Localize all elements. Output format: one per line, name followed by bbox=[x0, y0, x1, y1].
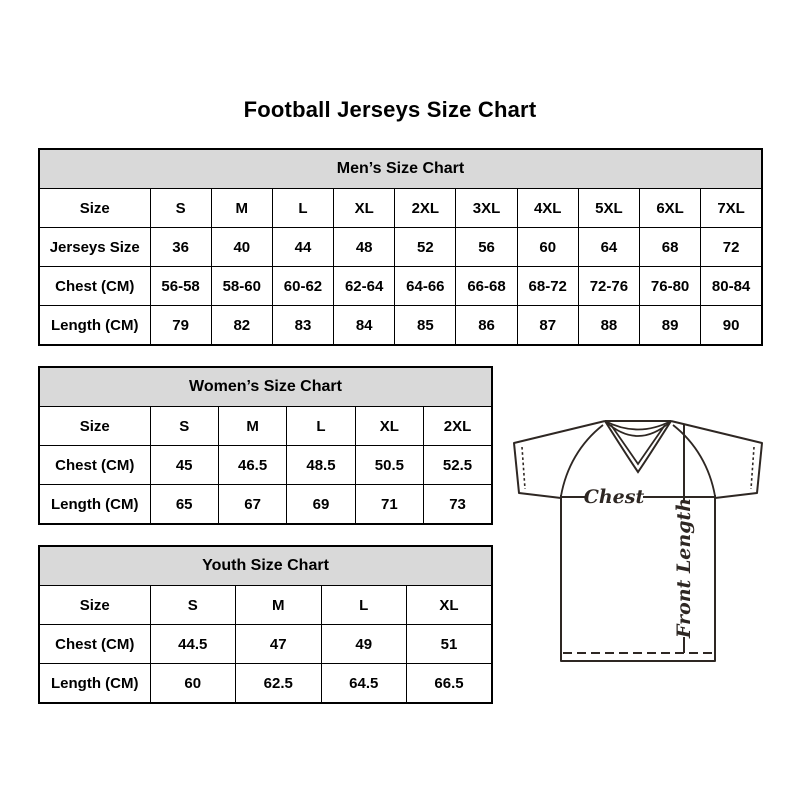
row-label: Length (CM) bbox=[39, 485, 150, 525]
row-label: Chest (CM) bbox=[39, 625, 150, 664]
cell-value: 56 bbox=[456, 228, 517, 267]
row-label: Size bbox=[39, 407, 150, 446]
row-label: Size bbox=[39, 586, 150, 625]
cell-value: 2XL bbox=[395, 189, 456, 228]
cell-value: 79 bbox=[150, 306, 211, 346]
cell-value: S bbox=[150, 189, 211, 228]
table-title: Youth Size Chart bbox=[39, 546, 492, 586]
table-row bbox=[39, 485, 492, 525]
cell-value: 64.5 bbox=[321, 664, 407, 704]
cell-value: 51 bbox=[407, 625, 493, 664]
youth-size-table bbox=[38, 545, 493, 704]
jersey-measurement-diagram bbox=[500, 408, 768, 670]
cell-value: 76-80 bbox=[640, 267, 701, 306]
cell-value: 56-58 bbox=[150, 267, 211, 306]
front-length-label: Front Length bbox=[673, 497, 695, 639]
cell-value: 89 bbox=[640, 306, 701, 346]
cell-value: 47 bbox=[236, 625, 322, 664]
cell-value: 4XL bbox=[517, 189, 578, 228]
cell-value: 86 bbox=[456, 306, 517, 346]
cell-value: 82 bbox=[211, 306, 272, 346]
right-sleeve-stitch-dashes bbox=[751, 447, 754, 489]
cell-value: 44.5 bbox=[150, 625, 236, 664]
cell-value: 66-68 bbox=[456, 267, 517, 306]
table-row bbox=[39, 306, 762, 346]
table-header-row bbox=[39, 149, 762, 189]
cell-value: 60-62 bbox=[272, 267, 333, 306]
cell-value: 88 bbox=[578, 306, 639, 346]
table-header-row bbox=[39, 546, 492, 586]
row-label: Chest (CM) bbox=[39, 446, 150, 485]
jersey-diagram-svg bbox=[500, 408, 768, 670]
cell-value: 7XL bbox=[701, 189, 762, 228]
row-label: Size bbox=[39, 189, 150, 228]
row-label: Length (CM) bbox=[39, 306, 150, 346]
cell-value: 48 bbox=[334, 228, 395, 267]
table-row bbox=[39, 189, 762, 228]
cell-value: L bbox=[272, 189, 333, 228]
chest-label: Chest bbox=[583, 486, 645, 508]
right-armhole-seam bbox=[673, 425, 715, 496]
cell-value: XL bbox=[334, 189, 395, 228]
cell-value: 62.5 bbox=[236, 664, 322, 704]
cell-value: 50.5 bbox=[355, 446, 423, 485]
row-label: Length (CM) bbox=[39, 664, 150, 704]
cell-value: 62-64 bbox=[334, 267, 395, 306]
cell-value: 52.5 bbox=[424, 446, 492, 485]
cell-value: 5XL bbox=[578, 189, 639, 228]
cell-value: S bbox=[150, 407, 218, 446]
cell-value: 60 bbox=[517, 228, 578, 267]
table-row bbox=[39, 625, 492, 664]
table-header-row bbox=[39, 367, 492, 407]
cell-value: 69 bbox=[287, 485, 355, 525]
table-row bbox=[39, 586, 492, 625]
cell-value: 44 bbox=[272, 228, 333, 267]
cell-value: 66.5 bbox=[407, 664, 493, 704]
cell-value: 60 bbox=[150, 664, 236, 704]
cell-value: 65 bbox=[150, 485, 218, 525]
cell-value: 90 bbox=[701, 306, 762, 346]
cell-value: 2XL bbox=[424, 407, 492, 446]
cell-value: 64-66 bbox=[395, 267, 456, 306]
table-title: Men’s Size Chart bbox=[39, 149, 762, 189]
womens-size-table bbox=[38, 366, 493, 525]
cell-value: 67 bbox=[218, 485, 286, 525]
cell-value: 64 bbox=[578, 228, 639, 267]
cell-value: 71 bbox=[355, 485, 423, 525]
cell-value: L bbox=[321, 586, 407, 625]
cell-value: 72-76 bbox=[578, 267, 639, 306]
table-row bbox=[39, 446, 492, 485]
cell-value: 84 bbox=[334, 306, 395, 346]
cell-value: M bbox=[211, 189, 272, 228]
page-title: Football Jerseys Size Chart bbox=[243, 97, 537, 122]
cell-value: 83 bbox=[272, 306, 333, 346]
cell-value: 73 bbox=[424, 485, 492, 525]
row-label: Chest (CM) bbox=[39, 267, 150, 306]
cell-value: 58-60 bbox=[211, 267, 272, 306]
table-title: Women’s Size Chart bbox=[39, 367, 492, 407]
cell-value: 45 bbox=[150, 446, 218, 485]
cell-value: 80-84 bbox=[701, 267, 762, 306]
left-sleeve-stitch-dashes bbox=[522, 447, 525, 489]
cell-value: 85 bbox=[395, 306, 456, 346]
cell-value: 48.5 bbox=[287, 446, 355, 485]
cell-value: 40 bbox=[211, 228, 272, 267]
cell-value: 68 bbox=[640, 228, 701, 267]
cell-value: M bbox=[236, 586, 322, 625]
row-label: Jerseys Size bbox=[39, 228, 150, 267]
table-row bbox=[39, 664, 492, 704]
cell-value: XL bbox=[407, 586, 493, 625]
cell-value: 49 bbox=[321, 625, 407, 664]
cell-value: 3XL bbox=[456, 189, 517, 228]
table-row bbox=[39, 267, 762, 306]
cell-value: 6XL bbox=[640, 189, 701, 228]
cell-value: S bbox=[150, 586, 236, 625]
cell-value: 87 bbox=[517, 306, 578, 346]
table-row bbox=[39, 407, 492, 446]
table-row bbox=[39, 228, 762, 267]
cell-value: M bbox=[218, 407, 286, 446]
cell-value: 68-72 bbox=[517, 267, 578, 306]
cell-value: L bbox=[287, 407, 355, 446]
cell-value: 36 bbox=[150, 228, 211, 267]
cell-value: XL bbox=[355, 407, 423, 446]
mens-size-table bbox=[38, 148, 763, 346]
cell-value: 46.5 bbox=[218, 446, 286, 485]
cell-value: 72 bbox=[701, 228, 762, 267]
cell-value: 52 bbox=[395, 228, 456, 267]
